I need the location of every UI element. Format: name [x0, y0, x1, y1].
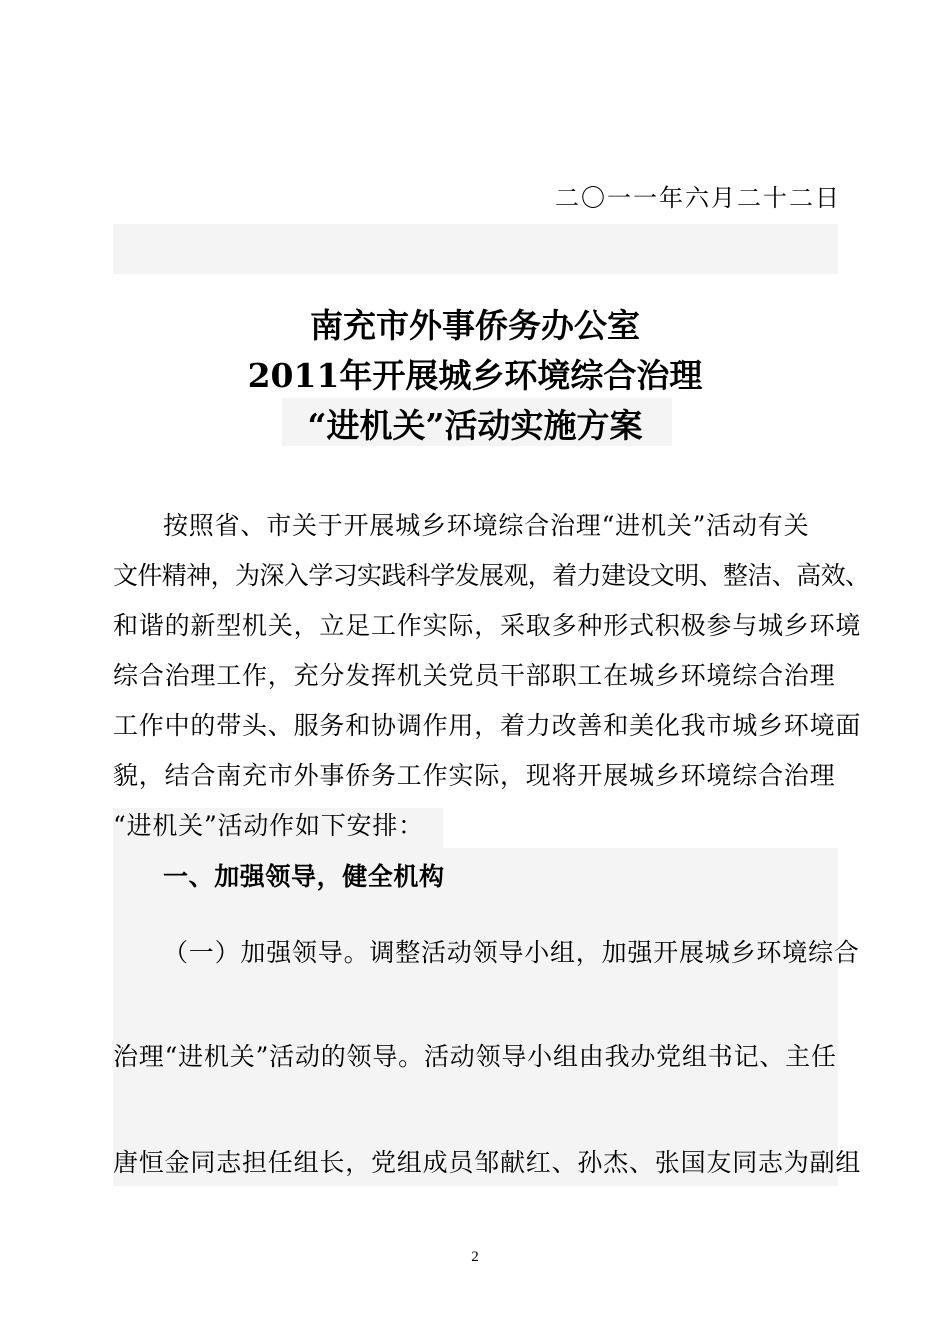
intro-line: 貌，结合南充市外事侨务工作实际，现将开展城乡环境综合治理 — [113, 761, 836, 790]
document-date: 二〇一一年六月二十二日 — [555, 184, 841, 212]
shade-band-date — [113, 224, 838, 274]
section-line: 治理“进机关”活动的领导。活动领导小组由我办党组书记、主任 — [113, 1042, 837, 1071]
page-number: 2 — [471, 1249, 479, 1265]
intro-line: “进机关”活动作如下安排： — [113, 811, 424, 840]
shade-band-section — [113, 848, 838, 1186]
document-title-line-3: “进机关”活动实施方案 — [307, 406, 643, 445]
section-heading: 一、加强领导，健全机构 — [163, 862, 445, 891]
section-line: （一）加强领导。调整活动领导小组，加强开展城乡环境综合 — [163, 938, 860, 967]
document-title-line-1: 南充市外事侨务办公室 — [310, 306, 640, 345]
intro-line: 工作中的带头、服务和协调作用，着力改善和美化我市城乡环境面 — [113, 711, 862, 740]
intro-line: 综合治理工作，充分发挥机关党员干部职工在城乡环境综合治理 — [113, 661, 836, 690]
intro-line: 文件精神，为深入学习实践科学发展观，着力建设文明、整洁、高效、 — [113, 561, 870, 590]
intro-line: 按照省、市关于开展城乡环境综合治理“进机关”活动有关 — [163, 511, 810, 540]
document-title-line-2: 2011年开展城乡环境综合治理 — [247, 356, 703, 395]
section-line: 唐恒金同志担任组长，党组成员邹献红、孙杰、张国友同志为副组 — [113, 1148, 862, 1177]
intro-line: 和谐的新型机关，立足工作实际，采取多种形式积极参与城乡环境 — [113, 611, 862, 640]
